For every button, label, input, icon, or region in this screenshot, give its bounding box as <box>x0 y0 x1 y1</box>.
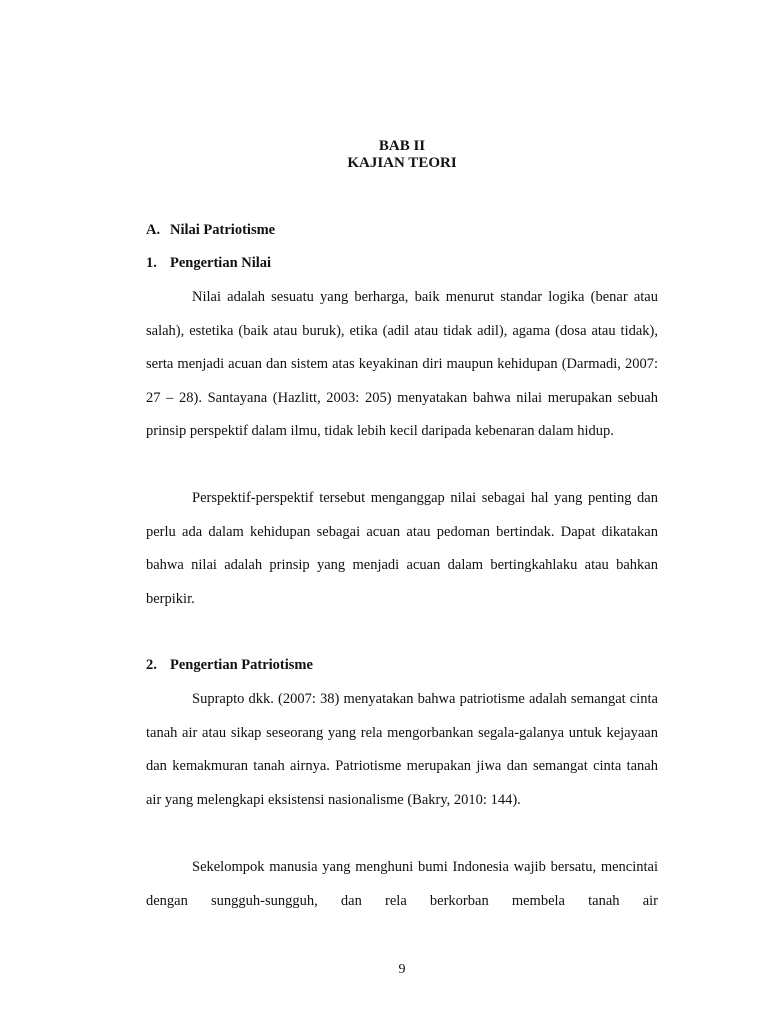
subsection-marker: 2. <box>146 657 157 673</box>
page-number: 9 <box>398 962 406 977</box>
chapter-number: BAB II <box>378 138 426 154</box>
subsection-title: Pengertian Patriotisme <box>170 657 313 673</box>
subsection-marker: 1. <box>146 255 157 271</box>
section-title: Nilai Patriotisme <box>170 222 276 238</box>
section-heading-a <box>146 222 275 239</box>
paragraph-perspektif: Perspektif-perspektif tersebut menganggap nilai sebagai hal yang penting dan perlu ada dalam kehidupan sebagai acuan atau pedoman bertindak. Dapat dikatakan bahwa nilai adalah prinsip yang menjadi acuan dalam bertingkahlaku atau bahkan berpikir. <box>146 490 658 607</box>
paragraph-sekelompok: Sekelompok manusia yang menghuni bumi Indonesia wajib bersatu, mencintai dengan sungguh-sungguh, dan rela berkorban membela tanah air <box>146 859 658 909</box>
subsection-title: Pengertian Nilai <box>170 255 272 271</box>
subsection-heading-1 <box>146 255 271 272</box>
section-marker: A. <box>146 222 161 238</box>
paragraph-definition-patriotisme: Suprapto dkk. (2007: 38) menyatakan bahwa patriotisme adalah semangat cinta tanah air atau sikap seseorang yang rela mengorbankan segala-galanya untuk kejayaan dan kemakmuran tanah airnya. Patriotisme merupakan jiwa dan semangat cinta tanah air yang melengkapi eksistensi nasionalisme (Bakry, 2010: 144). <box>146 691 658 808</box>
chapter-title: KAJIAN TEORI <box>347 155 457 171</box>
paragraph-definition-nilai: Nilai adalah sesuatu yang berharga, baik menurut standar logika (benar atau salah), estetika (baik atau buruk), etika (adil atau tidak adil), agama (dosa atau tidak), serta menjadi acuan dan sistem atas keyakinan diri maupun kehidupan (Darmadi, 2007: 27 – 28). Santayana (Hazlitt, 2003: 205) menyatakan bahwa nilai merupakan sebuah prinsip perspektif dalam ilmu, tidak lebih kecil daripada kebenaran dalam hidup. <box>146 289 658 440</box>
subsection-heading-2 <box>146 657 313 674</box>
